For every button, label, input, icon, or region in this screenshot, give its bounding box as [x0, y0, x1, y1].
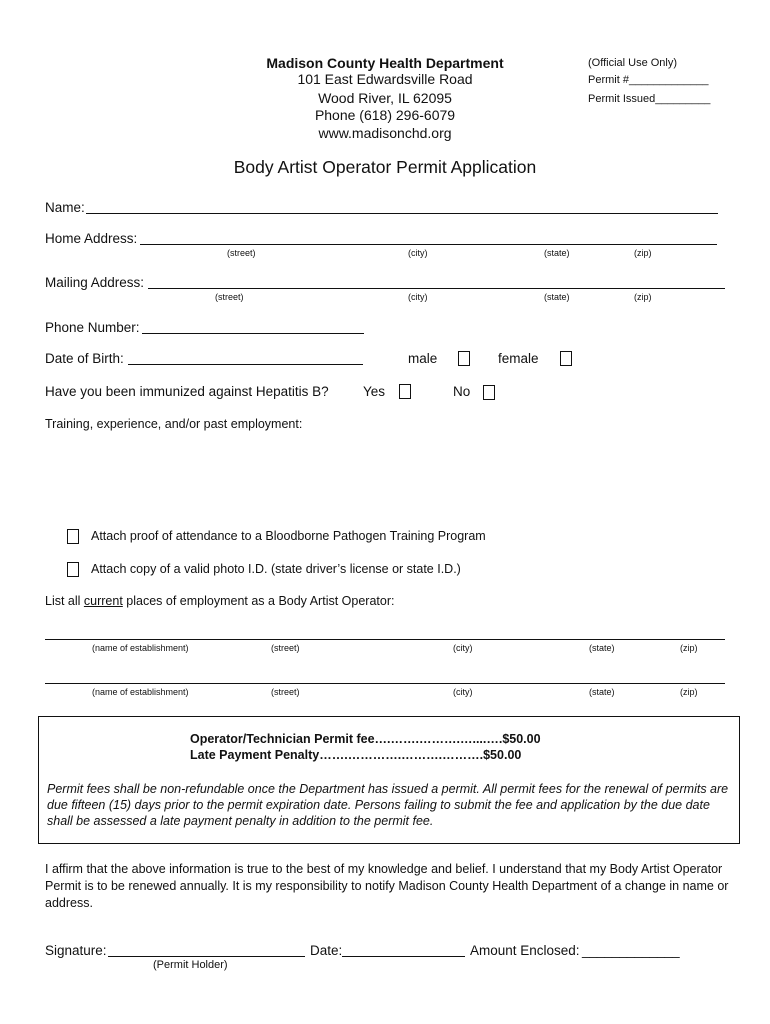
department-name: Madison County Health Department — [266, 55, 504, 71]
home-state-caption: (state) — [544, 248, 570, 258]
employment-prefix: List all — [45, 594, 84, 608]
employment-instruction — [45, 594, 394, 608]
signature-field[interactable] — [108, 956, 305, 957]
phone-field[interactable] — [142, 333, 364, 334]
home-zip-caption: (zip) — [634, 248, 652, 258]
affirmation-text: I affirm that the above information is true to the best of my knowledge and belief. I understand that my Body Artist Operator Permit is to be renewed annually. It is my responsibility to notify Madison County Health Department of a change in name or address. — [45, 862, 729, 910]
official-permit-number: Permit #_____________ — [588, 74, 709, 86]
male-label: male — [408, 351, 438, 366]
employment-city-caption-1: (city) — [453, 643, 473, 653]
employment-state-caption-2: (state) — [589, 687, 615, 697]
home-street-caption: (street) — [227, 248, 256, 258]
department-phone: Phone (618) 296-6079 — [314, 107, 456, 123]
employment-line-2[interactable] — [45, 683, 725, 684]
attach-training-label: Attach proof of attendance to a Bloodborne Pathogen Training Program — [91, 529, 486, 543]
female-label: female — [498, 351, 539, 366]
amount-enclosed-label: Amount Enclosed: — [470, 943, 580, 958]
training-textarea[interactable] — [45, 436, 725, 516]
date-field[interactable] — [342, 956, 465, 957]
signature-label: Signature: — [45, 943, 107, 958]
establishment-caption-2: (name of establishment) — [92, 687, 189, 697]
home-address-label: Home Address: — [45, 231, 138, 246]
permit-fee-line: Operator/Technician Permit fee….…….……….…....….$50.00 — [190, 732, 541, 746]
mailing-zip-caption: (zip) — [634, 292, 652, 302]
establishment-caption-1: (name of establishment) — [92, 643, 189, 653]
mailing-street-caption: (street) — [215, 292, 244, 302]
employment-zip-caption-2: (zip) — [680, 687, 698, 697]
attach-id-checkbox[interactable] — [67, 562, 79, 577]
employment-city-caption-2: (city) — [453, 687, 473, 697]
home-city-caption: (city) — [408, 248, 428, 258]
home-address-field[interactable] — [140, 244, 717, 245]
attach-training-checkbox[interactable] — [67, 529, 79, 544]
no-label: No — [453, 384, 471, 399]
form-title: Body Artist Operator Permit Application — [233, 157, 537, 177]
mailing-city-caption: (city) — [408, 292, 428, 302]
employment-current: current — [83, 594, 123, 608]
dob-label: Date of Birth: — [45, 351, 124, 366]
dob-field[interactable] — [128, 364, 363, 365]
official-permit-issued: Permit Issued_________ — [588, 93, 711, 105]
department-website: www.madisonchd.org — [318, 125, 452, 141]
female-checkbox[interactable] — [560, 351, 572, 366]
date-label: Date: — [310, 943, 343, 958]
hepatitis-b-question: Have you been immunized against Hepatitis B? — [45, 384, 329, 399]
fee-notice: Permit fees shall be non-refundable once the Department has issued a permit. All permit fees for the renewal of permits are due fifteen (15) days prior to the permit expiration date. Persons failing to submit the fee and application by the due date shall be assessed a late payment penalty in addition to the permit fee. — [47, 782, 729, 828]
mailing-address-label: Mailing Address: — [45, 275, 145, 290]
mailing-address-field[interactable] — [148, 288, 725, 289]
name-field[interactable] — [86, 213, 718, 214]
training-label: Training, experience, and/or past employment: — [45, 417, 303, 431]
amount-enclosed-field[interactable]: _____________ — [582, 943, 680, 958]
attach-id-label: Attach copy of a valid photo I.D. (state driver’s license or state I.D.) — [91, 562, 461, 576]
employment-state-caption-1: (state) — [589, 643, 615, 653]
employment-zip-caption-1: (zip) — [680, 643, 698, 653]
phone-label: Phone Number: — [45, 320, 140, 335]
official-use-title: (Official Use Only) — [588, 57, 678, 69]
employment-street-caption-1: (street) — [271, 643, 300, 653]
permit-holder-caption: (Permit Holder) — [153, 959, 228, 971]
late-penalty-line: Late Payment Penalty…….………….……….……….$50.00 — [190, 748, 522, 762]
employment-suffix: places of employment as a Body Artist Operator: — [122, 594, 395, 608]
male-checkbox[interactable] — [458, 351, 470, 366]
mailing-state-caption: (state) — [544, 292, 570, 302]
yes-label: Yes — [363, 384, 386, 399]
name-label: Name: — [45, 200, 85, 215]
yes-checkbox[interactable] — [399, 384, 411, 399]
employment-line-1[interactable] — [45, 639, 725, 640]
department-address-line2: Wood River, IL 62095 — [318, 90, 452, 106]
employment-street-caption-2: (street) — [271, 687, 300, 697]
department-address-line1: 101 East Edwardsville Road — [297, 71, 473, 87]
no-checkbox[interactable] — [483, 385, 495, 400]
